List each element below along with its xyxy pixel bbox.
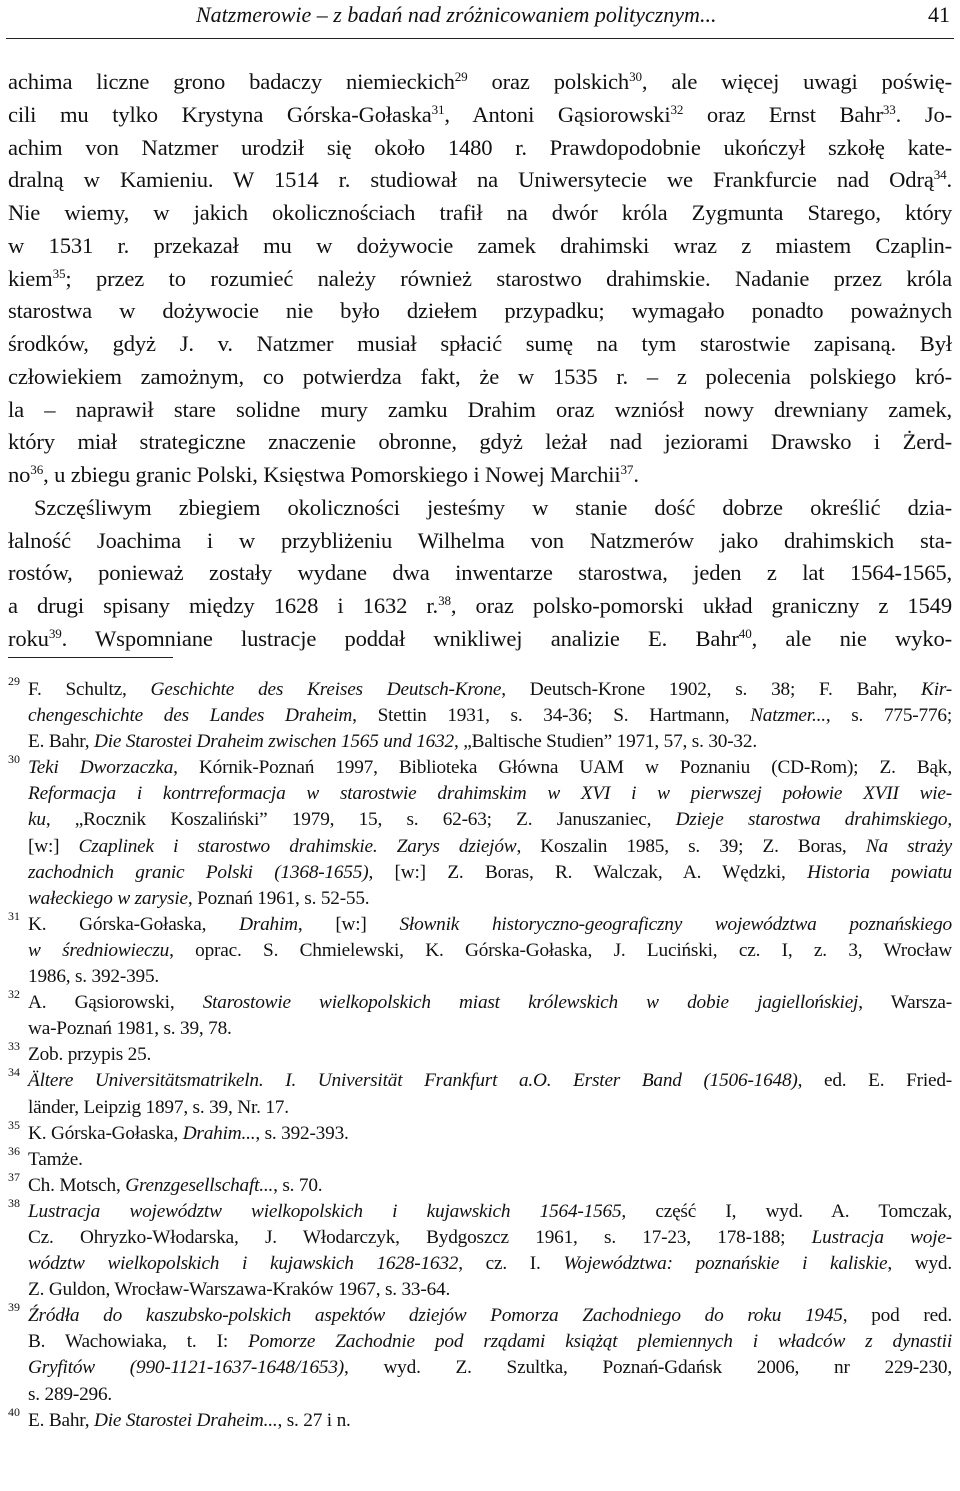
footnote-number: 29: [8, 674, 20, 688]
footnote-number: 34: [8, 1065, 20, 1080]
page-header: [0, 0, 960, 44]
footnote-ref[interactable]: 37: [620, 461, 634, 477]
text-line: który miał strategiczne znaczenie obronne, gdyż leżał nad jeziorami Drawsko i Żerd-: [8, 429, 952, 455]
text-line: rostów, ponieważ zostały wydane dwa inwentarze starostwa, jeden z lat 1564-1565,: [8, 560, 952, 586]
footnote-number: 31: [8, 908, 20, 923]
footnote-number: 32: [8, 987, 20, 1002]
text-line: kiem$^{35}$; przez to rozumieć należy również starostwo drahimskie. Nadanie przez króla: [8, 265, 952, 291]
footnote-34: 34 Ältere Universitätsmatrikeln. I. Universität Frankfurt a.O. Erster Band (1506-1648), ed. E. Fried- länder, Leipzig 1897, s. 39, Nr. 17.: [8, 1065, 952, 1118]
footnote-ref[interactable]: 34: [933, 167, 947, 183]
footnote-number: 36: [8, 1143, 20, 1158]
footnote-31: 31 K. Górska-Gołaska, Drahim, [w:] Słownik historyczno-geograficzny województwa poznańskiego w średniowieczu, oprac. S. Chmielewski, K. Górska-Gołaska, J. Luciński, cz. I, z. 3, Wrocław 1986, s. 392-395.: [8, 908, 953, 988]
footnote-30: 30 Teki Dworzaczka, Kórnik-Poznań 1997, Biblioteka Główna UAM w Poznaniu (CD-Rom); Z. Bąk, Reformacja i kontrreformacja w starostwie drahimskim w XVI i w pierwszej połowie XVII wie- ku, „Rocznik Koszaliński” 1979, 15, s. 62-63; Z. Januszaniec, Dzieje starostwa drahimskiego, [w:] Czaplinek i starostwo drahimskie. Zarys dziejów, Koszalin 1985, s. 39; Z. Boras, Na straży zachodnich granic Polski (1368-1655), [w:] Z. Boras, R. Walczak, A. Wędzki, Historia powiatu wałeckiego w zarysie, Poznań 1961, s. 52-55.: [8, 752, 952, 909]
text-line: cili mu tylko Krystyna Górska-Gołaska$^{31}$, Antoni Gąsiorowski$^{32}$ oraz Ernst Bahr$^{33}$. Jo-: [8, 101, 952, 127]
main-text: [8, 66, 952, 656]
footnote-separator: [8, 657, 173, 658]
text-line: w 1531 r. przekazał mu w dożywocie zamek drahimski wraz z miastem Czaplin-: [8, 232, 952, 258]
text-line: dralną w Kamieniu. W 1514 r. studiował na Uniwersytecie we Frankfurcie nad Odrą$^{34}$.: [8, 167, 952, 193]
footnote-32: 32 A. Gąsiorowski, Starostowie wielkopolskich miast królewskich w dobie jagiellońskiej, Warsza- wa-Poznań 1981, s. 39, 78.: [8, 987, 952, 1040]
text-line: łalność Joachima i w przybliżeniu Wilhelma von Natzmerów jako drahimskich sta-: [8, 527, 952, 553]
text-line: $no^{36}$, u zbiegu granic Polski, Księstwa Pomorskiego i Nowej Marchii$^{37}$.: [8, 461, 639, 487]
text-line: środków, gdyż J. v. Natzmer musiał spłacić sumę na tym starostwie zapisaną. Był: [8, 331, 952, 356]
footnote-number: 30: [8, 752, 20, 767]
footnote-number: 40: [8, 1404, 20, 1419]
footnote-number: 37: [8, 1169, 20, 1184]
text-line: Szczęśliwym zbiegiem okoliczności jesteśmy w stanie dość dobrze określić dzia-: [34, 494, 952, 520]
footnote-number: 39: [8, 1300, 20, 1315]
page-number: 41: [928, 2, 950, 27]
footnote-ref[interactable]: 35: [52, 265, 66, 281]
text-line: achim von Natzmer urodził się około 1480 r. Prawdopodobnie ukończył szkołę kate-: [8, 134, 952, 160]
footnote-38: 38 Lustracja województw wielkopolskich i kujawskich 1564-1565, część I, wyd. A. Tomczak, Cz. Ohryzko-Włodarska, J. Włodarczyk, Bydgoszcz 1961, s. 17-23, 178-188; Lustracja woje- wództw wielkopolskich i kujawskich 1628-1632, cz. I. Województwa: poznańskie i kaliskie, wyd. Z. Guldon, Wrocław-Warszawa-Kraków 1967, s. 33-64.: [8, 1195, 952, 1301]
footnote-29: 29 F. Schultz, Geschichte des Kreises Deutsch-Krone, Deutsch-Krone 1902, s. 38; F. Bahr, Kir- chengeschichte des Landes Draheim, Stettin 1931, s. 34-36; S. Hartmann, Natzmer..., s. 775-776; E. Bahr, Die Starostei Draheim zwischen 1565 und 1632, „Baltische Studien” 1971, 57, s. 30-32.: [8, 674, 953, 753]
running-title: Natzmerowie – z badań nad zróżnicowaniem politycznym...: [196, 2, 717, 27]
text-line: la – naprawił stare solidne mury zamku Drahim oraz wzniósł nowy drewniany zamek,: [8, 396, 952, 422]
footnote-ref[interactable]: 39: [48, 625, 62, 641]
text-line: Nie wiemy, w jakich okolicznościach trafił na dwór króla Zygmunta Starego, który: [8, 200, 952, 225]
footnote-36: 36 Tamże.: [8, 1143, 83, 1170]
footnote-ref[interactable]: 32: [670, 101, 684, 117]
footnote-ref[interactable]: 29: [454, 68, 468, 84]
footnote-ref[interactable]: 30: [629, 68, 642, 84]
text-line: roku$^{39}$. Wspomniane lustracje poddał wnikliwej analizie E. Bahr$^{40}$, ale nie wyko-: [8, 625, 952, 651]
header-rule: [6, 38, 954, 39]
footnote-ref[interactable]: 38: [438, 592, 451, 608]
text-line: starostwa w dożywocie nie było dziełem przypadku; wymagało ponadto poważnych: [8, 298, 952, 324]
footnote-number: 33: [8, 1039, 20, 1054]
footnote-35: 35 K. Górska-Gołaska, Drahim..., s. 392-393.: [8, 1117, 349, 1144]
footnote-ref[interactable]: 36: [30, 461, 44, 477]
footnote-ref[interactable]: 33: [882, 101, 896, 117]
footnote-33: 33 Zob. przypis 25.: [8, 1039, 152, 1066]
footnote-40: 40 E. Bahr, Die Starostei Draheim..., s. 27 i n.: [8, 1404, 351, 1431]
footnotes: [8, 674, 953, 1434]
text-line: achima liczne grono badaczy niemieckich$^{29}$ oraz polskich$^{30}$, ale więcej uwagi poświę-: [8, 68, 953, 94]
footnote-ref[interactable]: 40: [738, 625, 752, 641]
footnote-number: 35: [8, 1117, 20, 1132]
footnote-37: 37 Ch. Motsch, Grenzgesellschaft..., s. 70.: [8, 1169, 323, 1196]
text-line: a drugi spisany między 1628 i 1632 r.$^{38}$, oraz polsko-pomorski układ graniczny z 1549: [8, 592, 952, 618]
footnote-39: 39 Źródła do kaszubsko-polskich aspektów dziejów Pomorza Zachodniego do roku 1945, pod red. B. Wachowiaka, t. I: Pomorze Zachodnie pod rządami książąt plemiennych i władców z dynastii Gryfitów (990-1121-1637-1648/1653), wyd. Z. Szultka, Poznań-Gdańsk 2006, nr 229-230, s. 289-296.: [8, 1300, 952, 1405]
footnote-number: 38: [8, 1195, 20, 1210]
footnote-ref[interactable]: 31: [431, 101, 445, 117]
text-line: człowiekiem zamożnym, co potwierdza fakt, że w 1535 r. – z polecenia polskiego kró-: [8, 363, 952, 389]
